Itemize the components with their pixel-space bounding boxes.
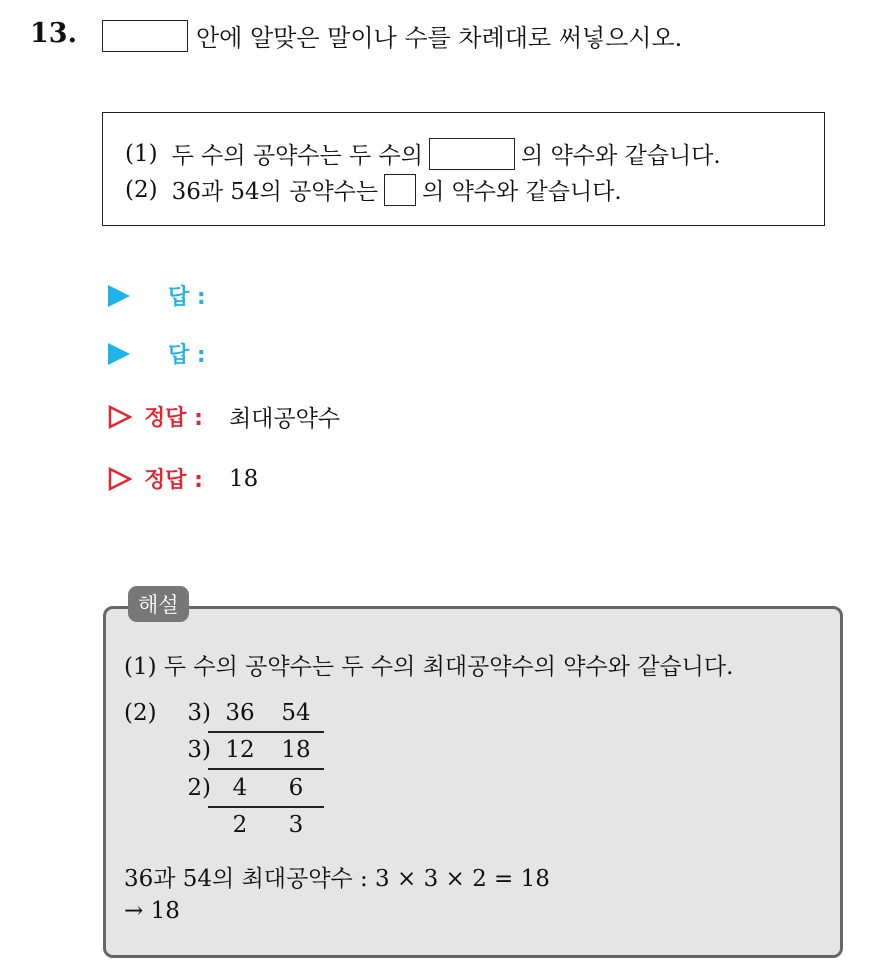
item-text-after: 의 약수와 같습니다. — [422, 179, 622, 205]
division-line — [208, 768, 324, 770]
division-line — [208, 806, 324, 808]
correct-answer-value: 18 — [228, 465, 259, 492]
correct-answer-label: 정답 : — [144, 468, 203, 493]
division-cell: 2 — [232, 812, 248, 838]
answer-row-2 — [108, 338, 206, 369]
explanation-tag: 해설 — [128, 586, 189, 622]
answer-label: 답 : — [168, 285, 206, 310]
bracket: ) — [202, 775, 211, 801]
correct-answer-value: 최대공약수 — [228, 406, 341, 432]
item-prefix: (2) — [125, 176, 158, 203]
explanation-final: → 18 — [124, 898, 180, 924]
division-line — [208, 731, 324, 733]
item-text-after: 의 약수와 같습니다. — [521, 143, 721, 169]
division-cell: 54 — [281, 700, 311, 726]
division-cell: 12 — [225, 737, 255, 763]
bracket: ) — [202, 737, 211, 763]
item-prefix: (1) — [125, 140, 158, 167]
explanation-prefix-2: (2) — [124, 700, 157, 726]
question-number: 13. — [30, 18, 77, 49]
question-instruction-line — [102, 18, 682, 53]
division-cell: 3 — [288, 812, 304, 838]
correct-answer-row-2 — [108, 463, 258, 494]
blank-box — [102, 20, 188, 52]
play-triangle-icon — [108, 343, 130, 365]
division-cell: 6 — [288, 775, 304, 801]
correct-answer-row-1 — [108, 400, 340, 433]
correct-answer-label: 정답 : — [144, 406, 203, 431]
division-cell: 36 — [225, 700, 255, 726]
outline-triangle-icon — [108, 405, 132, 429]
item-text-before: 36과 54의 공약수는 — [171, 179, 379, 205]
answer-blank-1[interactable] — [429, 138, 515, 170]
explanation-line-1: (1) 두 수의 공약수는 두 수의 최대공약수의 약수와 같습니다. — [124, 654, 734, 680]
divisor-2: 3 — [187, 737, 202, 763]
outline-triangle-icon — [108, 467, 132, 491]
division-cell: 18 — [281, 737, 311, 763]
bracket: ) — [202, 700, 211, 726]
explanation-conclusion: 36과 54의 최대공약수 : 3 × 3 × 2 = 18 — [124, 866, 550, 892]
play-triangle-icon — [108, 285, 130, 307]
answer-label: 답 : — [168, 343, 206, 368]
question-box — [102, 112, 825, 226]
answer-blank-2[interactable] — [384, 174, 416, 206]
divisor-3: 2 — [187, 775, 202, 801]
item-text-before: 두 수의 공약수는 두 수의 — [171, 143, 424, 169]
question-item-1 — [125, 137, 721, 170]
divisor-1: 3 — [187, 700, 202, 726]
division-cell: 4 — [232, 775, 248, 801]
question-instruction: 안에 알맞은 말이나 수를 차례대로 써넣으시오. — [196, 24, 683, 52]
question-item-2 — [125, 173, 622, 206]
answer-row-1 — [108, 280, 206, 311]
